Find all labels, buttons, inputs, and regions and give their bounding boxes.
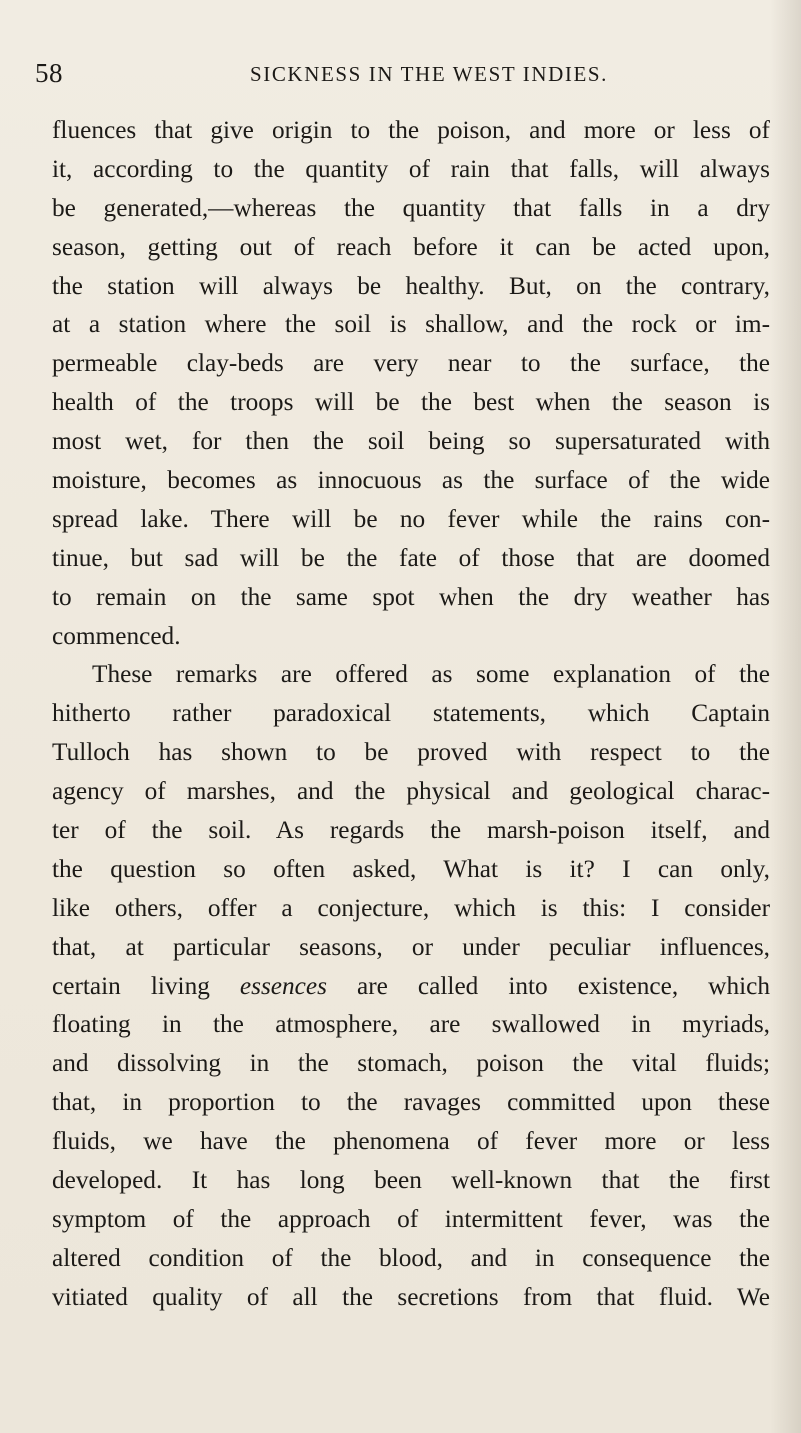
text-line: These remarks are offered as some explanation of the (92, 660, 770, 689)
text-line: the question so often asked, What is it? I can only, (52, 854, 770, 883)
text-line: like others, offer a conjecture, which is this: I consider (52, 893, 770, 922)
text-line: Tulloch has shown to be proved with respect to the (52, 738, 770, 767)
text-line: ter of the soil. As regards the marsh-poison itself, and (52, 816, 770, 845)
page-number: 58 (35, 58, 63, 88)
text-segment: certain living (52, 971, 240, 1000)
text-line: at a station where the soil is shallow, and the rock or im- (52, 310, 770, 339)
text-line: most wet, for then the soil being so supersaturated with (52, 427, 770, 456)
text-line: fluids, we have the phenomena of fever more or less (52, 1127, 770, 1156)
text-line: vitiated quality of all the secretions from that fluid. We (52, 1282, 770, 1311)
text-line: fluences that give origin to the poison, and more or less of (52, 116, 770, 144)
paragraph-2 (52, 655, 770, 1316)
page-header (35, 58, 783, 90)
text-line: it, according to the quantity of rain that falls, will always (52, 154, 770, 183)
text-line: permeable clay-beds are very near to the surface, the (52, 349, 770, 378)
text-line: hitherto rather paradoxical statements, which Captain (52, 699, 770, 728)
text-line: spread lake. There will be no fever while the rains con- (52, 504, 770, 533)
text-line: that, at particular seasons, or under peculiar influences, (52, 932, 770, 961)
text-line: floating in the atmosphere, are swallowed in myriads, (52, 1010, 770, 1039)
text-line: altered condition of the blood, and in consequence the (52, 1243, 770, 1272)
running-head: SICKNESS IN THE WEST INDIES. (249, 62, 609, 86)
text-line: commenced. (52, 621, 181, 650)
text-line: season, getting out of reach before it can be acted upon, (52, 232, 770, 261)
text-line: health of the troops will be the best when the season is (52, 388, 770, 417)
text-line: be generated,—whereas the quantity that falls in a dry (52, 193, 770, 222)
text-line (52, 967, 770, 1006)
text-line: moisture, becomes as innocuous as the surface of the wide (52, 466, 770, 495)
italic-term: essences (239, 971, 327, 1000)
text-segment: are called into existence, which (327, 971, 770, 1000)
paragraph-1 (52, 111, 770, 655)
text-line: agency of marshes, and the physical and geological charac- (52, 777, 770, 806)
text-line: that, in proportion to the ravages committed upon these (52, 1088, 770, 1117)
text-line: the station will always be healthy. But, on the contrary, (52, 271, 770, 300)
text-line: to remain on the same spot when the dry weather has (52, 582, 770, 611)
text-line: and dissolving in the stomach, poison the vital fluids; (52, 1049, 770, 1078)
text-line: developed. It has long been well-known that the first (52, 1166, 770, 1195)
body-text (52, 111, 770, 1317)
text-line: symptom of the approach of intermittent fever, was the (52, 1204, 770, 1233)
text-line: tinue, but sad will be the fate of those that are doomed (52, 543, 770, 572)
